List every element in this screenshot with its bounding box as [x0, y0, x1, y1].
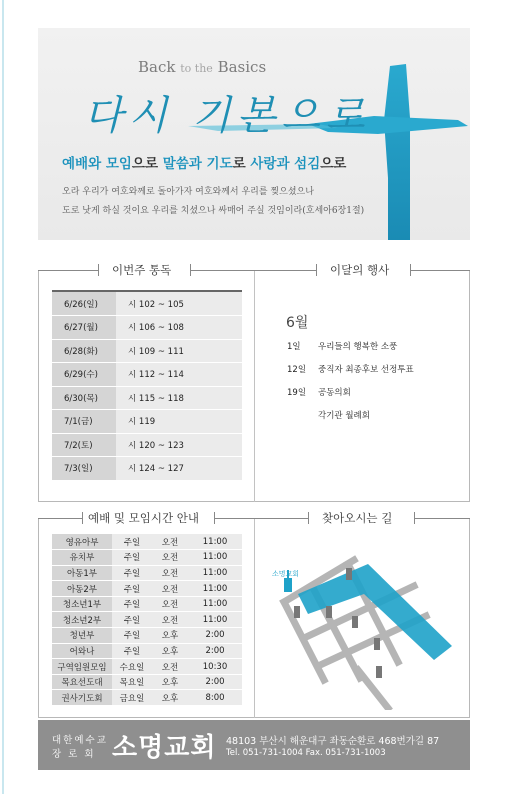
schedule-time: 2:00: [188, 643, 242, 659]
top-column-divider: [254, 270, 255, 502]
banner-english-title: Back to the Basics: [138, 58, 267, 76]
banner-korean-title: 다시 기본으로: [84, 93, 371, 139]
banner-verse-line1: 오라 우리가 여호와께로 돌아가자 여호와께서 우리를 찢으셨으나: [62, 187, 314, 197]
schedule-name: 청소년2부: [52, 612, 112, 628]
reading-verse: 시 119: [116, 410, 242, 434]
event-text: 각기관 월례회: [318, 411, 370, 421]
schedule-day: 주일: [112, 596, 152, 612]
schedule-day: 목요일: [112, 674, 152, 690]
schedule-row: [52, 612, 242, 628]
banner-subtitle: 예배와 모임으로 말씀과 기도로 사랑과 섬김으로: [62, 156, 347, 172]
event-text: 우리들의 행복한 소풍: [318, 342, 398, 352]
schedule-name: 구역임원모임: [52, 659, 112, 675]
reading-date: 6/28(화): [52, 339, 116, 363]
schedule-time: 2:00: [188, 628, 242, 644]
theme-banner: [38, 28, 470, 240]
schedule-row: [52, 690, 242, 706]
schedule-heading: 예배 및 모임시간 안내: [38, 510, 254, 526]
schedule-time: 2:00: [188, 674, 242, 690]
footer-address: 48103 부산시 해운대구 좌동순환로 468번가길 87: [226, 736, 440, 747]
banner-verse-line2: 도로 낫게 하실 것이요 우리를 치셨으나 싸매어 주실 것임이라(호세아6장1절): [62, 206, 365, 216]
schedule-ampm: 오전: [152, 581, 188, 597]
schedule-name: 영유아부: [52, 534, 112, 550]
reading-row: [52, 457, 242, 481]
footer-denomination: 대한예수교: [52, 735, 108, 746]
reading-date: 6/29(수): [52, 363, 116, 387]
schedule-row: [52, 628, 242, 644]
schedule-name: 아동2부: [52, 581, 112, 597]
directions-map: [264, 530, 456, 710]
schedule-name: 어와나: [52, 643, 112, 659]
reading-row: [52, 339, 242, 363]
schedule-day: 주일: [112, 534, 152, 550]
reading-date: 7/2(토): [52, 433, 116, 457]
schedule-day: 주일: [112, 565, 152, 581]
events-month: 6월: [286, 315, 309, 331]
schedule-ampm: 오후: [152, 674, 188, 690]
bottom-column-divider: [254, 518, 255, 718]
schedule-day: 주일: [112, 581, 152, 597]
footer-bar: [38, 720, 470, 770]
reading-date: 6/30(목): [52, 386, 116, 410]
reading-table: [52, 292, 242, 481]
schedule-name: 아동1부: [52, 565, 112, 581]
schedule-time: 11:00: [188, 534, 242, 550]
schedule-time: 11:00: [188, 581, 242, 597]
schedule-name: 청년부: [52, 628, 112, 644]
schedule-row: [52, 565, 242, 581]
event-text: 공동의회: [318, 388, 351, 398]
schedule-day: 주일: [112, 643, 152, 659]
schedule-time: 11:00: [188, 596, 242, 612]
schedule-row: [52, 550, 242, 566]
schedule-time: 11:00: [188, 550, 242, 566]
schedule-time: 8:00: [188, 690, 242, 706]
event-text: 중직자 최종후보 선정투표: [318, 365, 414, 375]
map-church-label: 소명교회: [272, 570, 300, 578]
reading-date: 7/1(금): [52, 410, 116, 434]
schedule-time: 10:30: [188, 659, 242, 675]
schedule-time: 11:00: [188, 565, 242, 581]
schedule-day: 주일: [112, 612, 152, 628]
reading-date: 6/26(일): [52, 292, 116, 316]
reading-date: 7/3(일): [52, 457, 116, 481]
reading-row: [52, 316, 242, 340]
schedule-ampm: 오전: [152, 659, 188, 675]
schedule-row: [52, 596, 242, 612]
schedule-ampm: 오전: [152, 550, 188, 566]
schedule-time: 11:00: [188, 612, 242, 628]
reading-row: [52, 410, 242, 434]
schedule-ampm: 오후: [152, 643, 188, 659]
reading-verse: 시 109 ~ 111: [116, 339, 242, 363]
schedule-ampm: 오전: [152, 565, 188, 581]
schedule-ampm: 오전: [152, 534, 188, 550]
schedule-row: [52, 581, 242, 597]
schedule-day: 주일: [112, 628, 152, 644]
schedule-row: [52, 674, 242, 690]
footer-church-name: 소명교회: [112, 733, 217, 763]
footer-founded: 장로회: [52, 749, 101, 760]
schedule-name: 유치부: [52, 550, 112, 566]
schedule-ampm: 오전: [152, 596, 188, 612]
schedule-day: 수요일: [112, 659, 152, 675]
events-heading: 이달의 행사: [254, 262, 470, 278]
schedule-day: 주일: [112, 550, 152, 566]
schedule-ampm: 오전: [152, 612, 188, 628]
footer-tel-fax: Tel. 051-731-1004 Fax. 051-731-1003: [226, 748, 386, 758]
event-day: 12일: [287, 365, 307, 375]
reading-verse: 시 120 ~ 123: [116, 433, 242, 457]
reading-verse: 시 124 ~ 127: [116, 457, 242, 481]
reading-row: [52, 292, 242, 316]
event-day: 19일: [287, 388, 307, 398]
reading-row: [52, 386, 242, 410]
reading-heading: 이번주 통독: [38, 262, 254, 278]
schedule-name: 권사기도회: [52, 690, 112, 706]
schedule-table: [52, 534, 242, 706]
reading-verse: 시 102 ~ 105: [116, 292, 242, 316]
reading-verse: 시 106 ~ 108: [116, 316, 242, 340]
reading-row: [52, 433, 242, 457]
schedule-ampm: 오후: [152, 628, 188, 644]
reading-verse: 시 115 ~ 118: [116, 386, 242, 410]
left-edge-rule: [2, 0, 4, 794]
schedule-ampm: 오후: [152, 690, 188, 706]
schedule-row: [52, 534, 242, 550]
reading-date: 6/27(월): [52, 316, 116, 340]
schedule-row: [52, 659, 242, 675]
schedule-day: 금요일: [112, 690, 152, 706]
schedule-name: 목요선도대: [52, 674, 112, 690]
schedule-name: 청소년1부: [52, 596, 112, 612]
event-day: 1일: [287, 342, 301, 352]
map-heading: 찾아오시는 길: [254, 510, 470, 526]
reading-verse: 시 112 ~ 114: [116, 363, 242, 387]
reading-row: [52, 363, 242, 387]
schedule-row: [52, 643, 242, 659]
